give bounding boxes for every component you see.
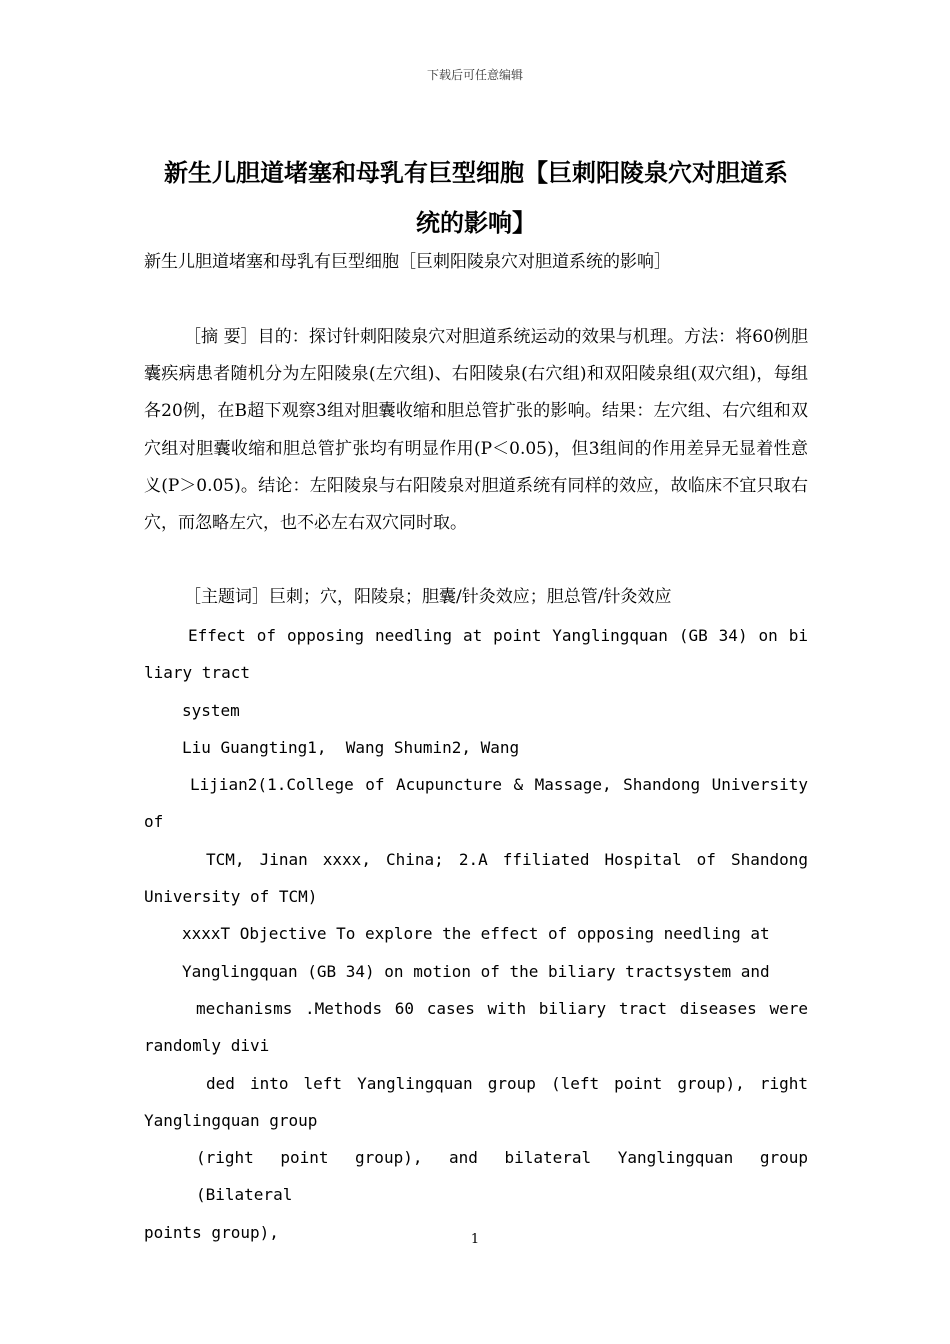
english-affiliation: Lijian2(1.College of Acupuncture & Massage, Shandong University — [190, 775, 808, 795]
page-number: 1 — [470, 1232, 480, 1247]
english-line: Yanglingquan (GB 34) on motion of the biliary tractsystem and — [182, 961, 770, 981]
english-line: University of TCM) — [144, 887, 318, 907]
english-line: mechanisms .Methods 60 cases with biliary tract diseases were — [196, 998, 808, 1018]
english-line: points group), — [144, 1222, 279, 1242]
english-line: ded into left Yanglingquan group (left point group), right — [206, 1073, 808, 1093]
title-line-1: 新生儿胆道堵塞和母乳有巨型细胞【巨刺阳陵泉穴对胆道系 — [164, 159, 788, 187]
english-line: xxxxT Objective To explore the effect of opposing needling at — [182, 924, 770, 944]
title-line-2: 统的影响】 — [416, 209, 536, 237]
english-abstract — [144, 617, 808, 1251]
english-line: (right point group), and bilateral Yanglingquan group (Bilateral — [196, 1148, 808, 1205]
english-line: of — [144, 812, 164, 832]
english-line: Effect of opposing needling at point Yanglingquan (GB 34) on bi — [188, 626, 808, 645]
english-line: system — [182, 700, 240, 720]
abstract-paragraph: ［摘 要］目的：探讨针刺阳陵泉穴对胆道系统运动的效果与机理。方法：将60例胆囊疾病患者随机分为左阳陵泉(左穴组)、右阳陵泉(右穴组)和双阳陵泉组(双穴组)，每组各20例，在B超下观察3组对胆囊收缩和胆总管扩张的影响。结果：左穴组、右穴组和双穴组对胆囊收缩和胆总管扩张均有明显作用(P＜0.05)，但3组间的作用差异无显着性意义(P＞0.05)。结论：左阳陵泉与右阳陵泉对胆道系统有同样的效应，故临床不宜只取右穴，而忽略左穴，也不必左右双穴同时取。 — [144, 327, 808, 534]
english-affiliation: TCM, Jinan xxxx, China; 2.A ffiliated Hospital of Shandong — [206, 849, 808, 869]
english-line: randomly divi — [144, 1036, 270, 1056]
keywords-line: ［主题词］巨刺；穴，阳陵泉；胆囊/针灸效应；胆总管/针灸效应 — [184, 587, 672, 607]
subtitle: 新生儿胆道堵塞和母乳有巨型细胞［巨刺阳陵泉穴对胆道系统的影响］ — [144, 252, 671, 272]
page-header-note: 下载后可任意编辑 — [426, 68, 523, 82]
english-line: liary tract — [144, 663, 250, 683]
document-title — [144, 148, 808, 248]
english-authors: Liu Guangting1, Wang Shumin2, Wang — [182, 737, 520, 757]
english-line: Yanglingquan group — [144, 1110, 318, 1130]
